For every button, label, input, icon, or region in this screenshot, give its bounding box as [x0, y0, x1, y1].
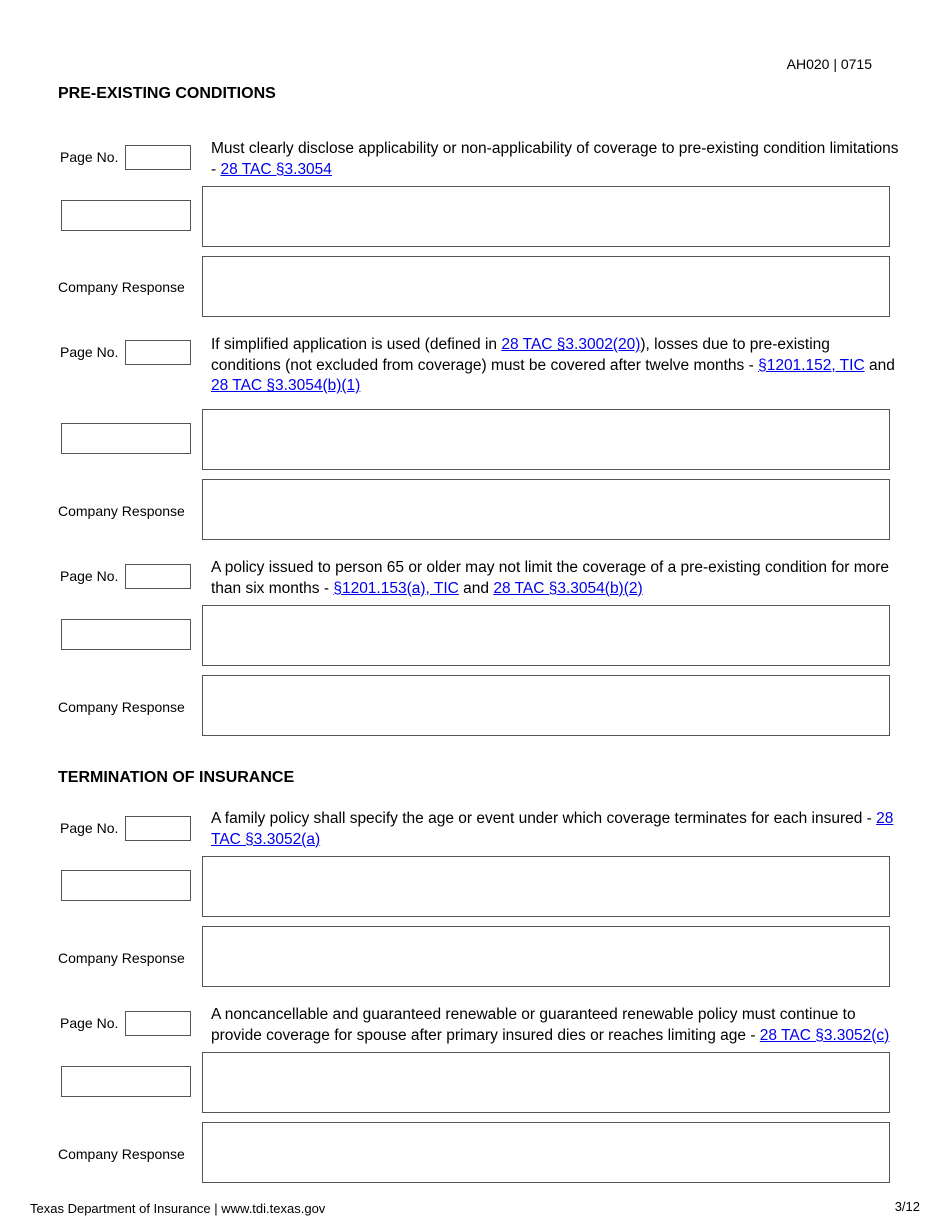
reference-input[interactable]	[61, 423, 191, 454]
requirement-text-segment: and	[458, 579, 494, 597]
reference-input[interactable]	[61, 1066, 191, 1097]
requirement-response-box[interactable]	[202, 409, 890, 470]
footer-agency: Texas Department of Insurance | www.tdi.texas.gov	[30, 1201, 326, 1216]
section-title-pre-existing-conditions: PRE-EXISTING CONDITIONS	[58, 85, 276, 102]
requirement-text-segment: If simplified application is used (defined in	[211, 336, 502, 353]
citation-link[interactable]: 28 TAC §3.3054	[220, 160, 332, 178]
page-no-input[interactable]	[125, 816, 191, 841]
requirement-text	[211, 1005, 901, 1046]
requirement-text-segment: and	[864, 356, 895, 374]
company-response-label: Company Response	[58, 279, 185, 295]
requirement-response-box[interactable]	[202, 605, 890, 666]
citation-link[interactable]: 28 TAC §3.3052(c)	[759, 1026, 890, 1044]
requirement-text	[211, 558, 901, 599]
citation-link[interactable]: 28 TAC §3.3052(a)	[211, 810, 894, 848]
reference-input[interactable]	[61, 870, 191, 901]
company-response-label: Company Response	[58, 1146, 185, 1162]
company-response-input[interactable]	[202, 675, 890, 736]
requirement-text-segment: Must clearly disclose applicability or non-applicability of coverage to pre-existing condition limitations -	[211, 140, 899, 178]
company-response-label: Company Response	[58, 503, 185, 519]
citation-link[interactable]: §1201.153(a), TIC	[333, 579, 459, 597]
requirement-text-segment: A noncancellable and guaranteed renewable or guaranteed renewable policy must continue to provide coverage for spouse after primary insured dies or reaches limiting age -	[211, 1006, 856, 1044]
requirement-text-segment: A family policy shall specify the age or event under which coverage terminates for each insured -	[211, 810, 877, 827]
company-response-input[interactable]	[202, 926, 890, 987]
page-no-input[interactable]	[125, 564, 191, 589]
reference-input[interactable]	[61, 619, 191, 650]
page-number: 3/12	[894, 1199, 920, 1214]
company-response-input[interactable]	[202, 479, 890, 540]
requirement-response-box[interactable]	[202, 1052, 890, 1113]
citation-link[interactable]: 28 TAC §3.3054(b)(2)	[493, 579, 643, 597]
requirement-text	[211, 139, 901, 180]
page-no-label: Page No.	[60, 820, 119, 836]
citation-link[interactable]: 28 TAC §3.3002(20)	[501, 336, 641, 353]
page-no-label: Page No.	[60, 344, 119, 360]
requirement-text	[211, 809, 901, 850]
page-no-input[interactable]	[125, 145, 191, 170]
company-response-label: Company Response	[58, 950, 185, 966]
citation-link[interactable]: 28 TAC §3.3054(b)(1)	[211, 377, 361, 394]
page-no-input[interactable]	[125, 340, 191, 365]
form-id: AH020 | 0715	[786, 56, 872, 72]
citation-link[interactable]: §1201.152, TIC	[758, 356, 865, 374]
company-response-input[interactable]	[202, 1122, 890, 1183]
requirement-response-box[interactable]	[202, 856, 890, 917]
section-title-termination-of-insurance: TERMINATION OF INSURANCE	[58, 769, 295, 786]
requirement-text	[211, 335, 901, 397]
page-no-label: Page No.	[60, 149, 119, 165]
requirement-text-segment: A policy issued to person 65 or older may not limit the coverage of a pre-existing condition for more than six months -	[211, 559, 890, 597]
reference-input[interactable]	[61, 200, 191, 231]
company-response-input[interactable]	[202, 256, 890, 317]
company-response-label: Company Response	[58, 699, 185, 715]
requirement-response-box[interactable]	[202, 186, 890, 247]
page-no-label: Page No.	[60, 568, 119, 584]
page-no-label: Page No.	[60, 1015, 119, 1031]
requirement-text-segment: ), losses due to pre-existing conditions (not excluded from coverage) must be covered after twelve months -	[211, 336, 830, 374]
page-no-input[interactable]	[125, 1011, 191, 1036]
